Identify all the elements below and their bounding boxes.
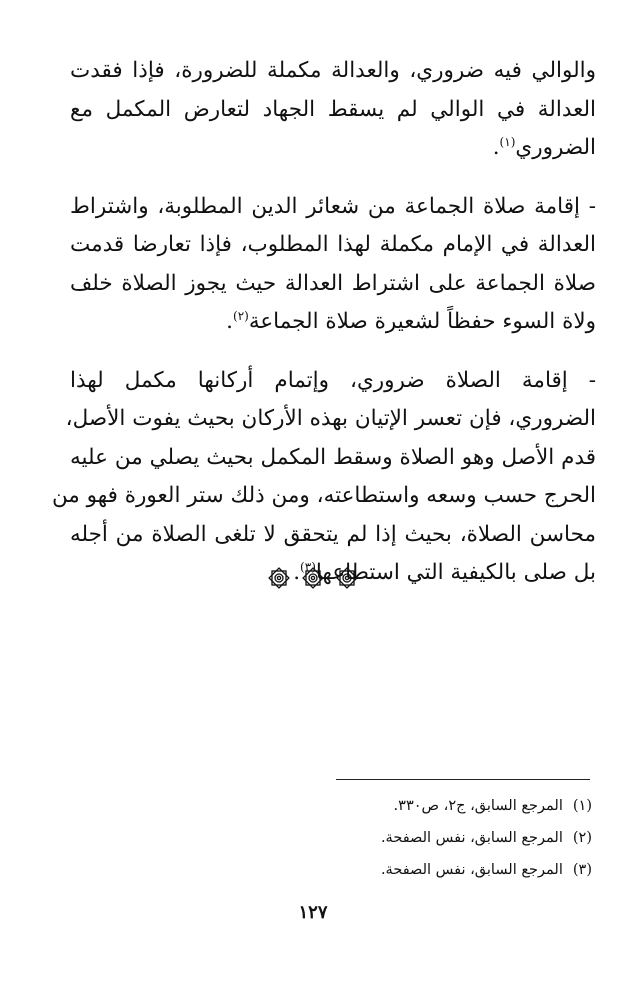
text-line: قدم الأصل وهو الصلاة وسقط المكمل بحيث يصلي من عليه [70,444,596,470]
text-line: العدالة في الإمام مكملة لهذا المطلوب، فإذا تعارضا قدمت [70,232,596,257]
footnote-text: المرجع السابق، ج٢، ص٣٣٠. [393,798,563,814]
paragraph-2 [70,188,596,342]
footnotes [381,790,592,886]
line-end: . [226,309,233,334]
text-line: محاسن الصلاة، بحيث إذا لم يتحقق لا تلغى الصلاة من أجله [70,521,596,547]
text-line [70,129,596,168]
eight-pointed-star-icon [335,566,359,590]
section-divider [0,566,626,590]
line-end: . [293,560,301,585]
footnote-1 [381,790,592,822]
footnote-ref-1[interactable]: (١) [499,134,516,149]
line-text: بل صلى بالكيفية التي استطاعها [315,560,596,585]
footnote-ref-2[interactable]: (٢) [233,308,249,323]
footnote-number: (١) [572,798,592,814]
footnote-number: (٣) [572,862,592,878]
eight-pointed-star-icon [267,566,291,590]
page-number: ١٢٧ [298,902,328,923]
text-line: - إقامة صلاة الجماعة من شعائر الدين المطلوبة، واشتراط [70,193,596,219]
footnote-2 [381,822,592,854]
paragraph-3 [51,362,596,593]
text-line: والوالي فيه ضروري، والعدالة مكملة للضرورة، فإذا فقدت [70,58,596,83]
main-text [51,52,596,613]
text-line: الحرج حسب وسعه واستطاعته، ومن ذلك ستر العورة فهو من [51,483,596,508]
line-text: ولاة السوء حفظاً لشعيرة صلاة الجماعة [248,309,596,334]
footnote-number: (٢) [572,830,592,846]
text-line: - إقامة الصلاة ضروري، وإتمام أركانها مكمل لهذا [70,367,596,393]
eight-pointed-star-icon [301,566,325,590]
paragraph-1 [70,52,596,168]
footnote-separator [336,779,590,780]
line-end: . [492,135,500,160]
text-line: صلاة الجماعة على اشتراط العدالة حيث يجوز الصلاة خلف [70,270,596,296]
footnote-3 [381,854,592,886]
text-line: العدالة في الوالي لم يسقط الجهاد لتعارض المكمل مع [70,96,596,122]
line-text: الضروري [515,135,596,160]
text-line [70,303,596,342]
footnote-text: المرجع السابق، نفس الصفحة. [380,830,563,846]
footnote-text: المرجع السابق، نفس الصفحة. [380,862,563,878]
footnote-ref-3[interactable]: (٣) [300,559,316,574]
text-line: الضروري، فإن تعسر الإتيان بهذه الأركان بحيث يفوت الأصل، [65,406,596,431]
